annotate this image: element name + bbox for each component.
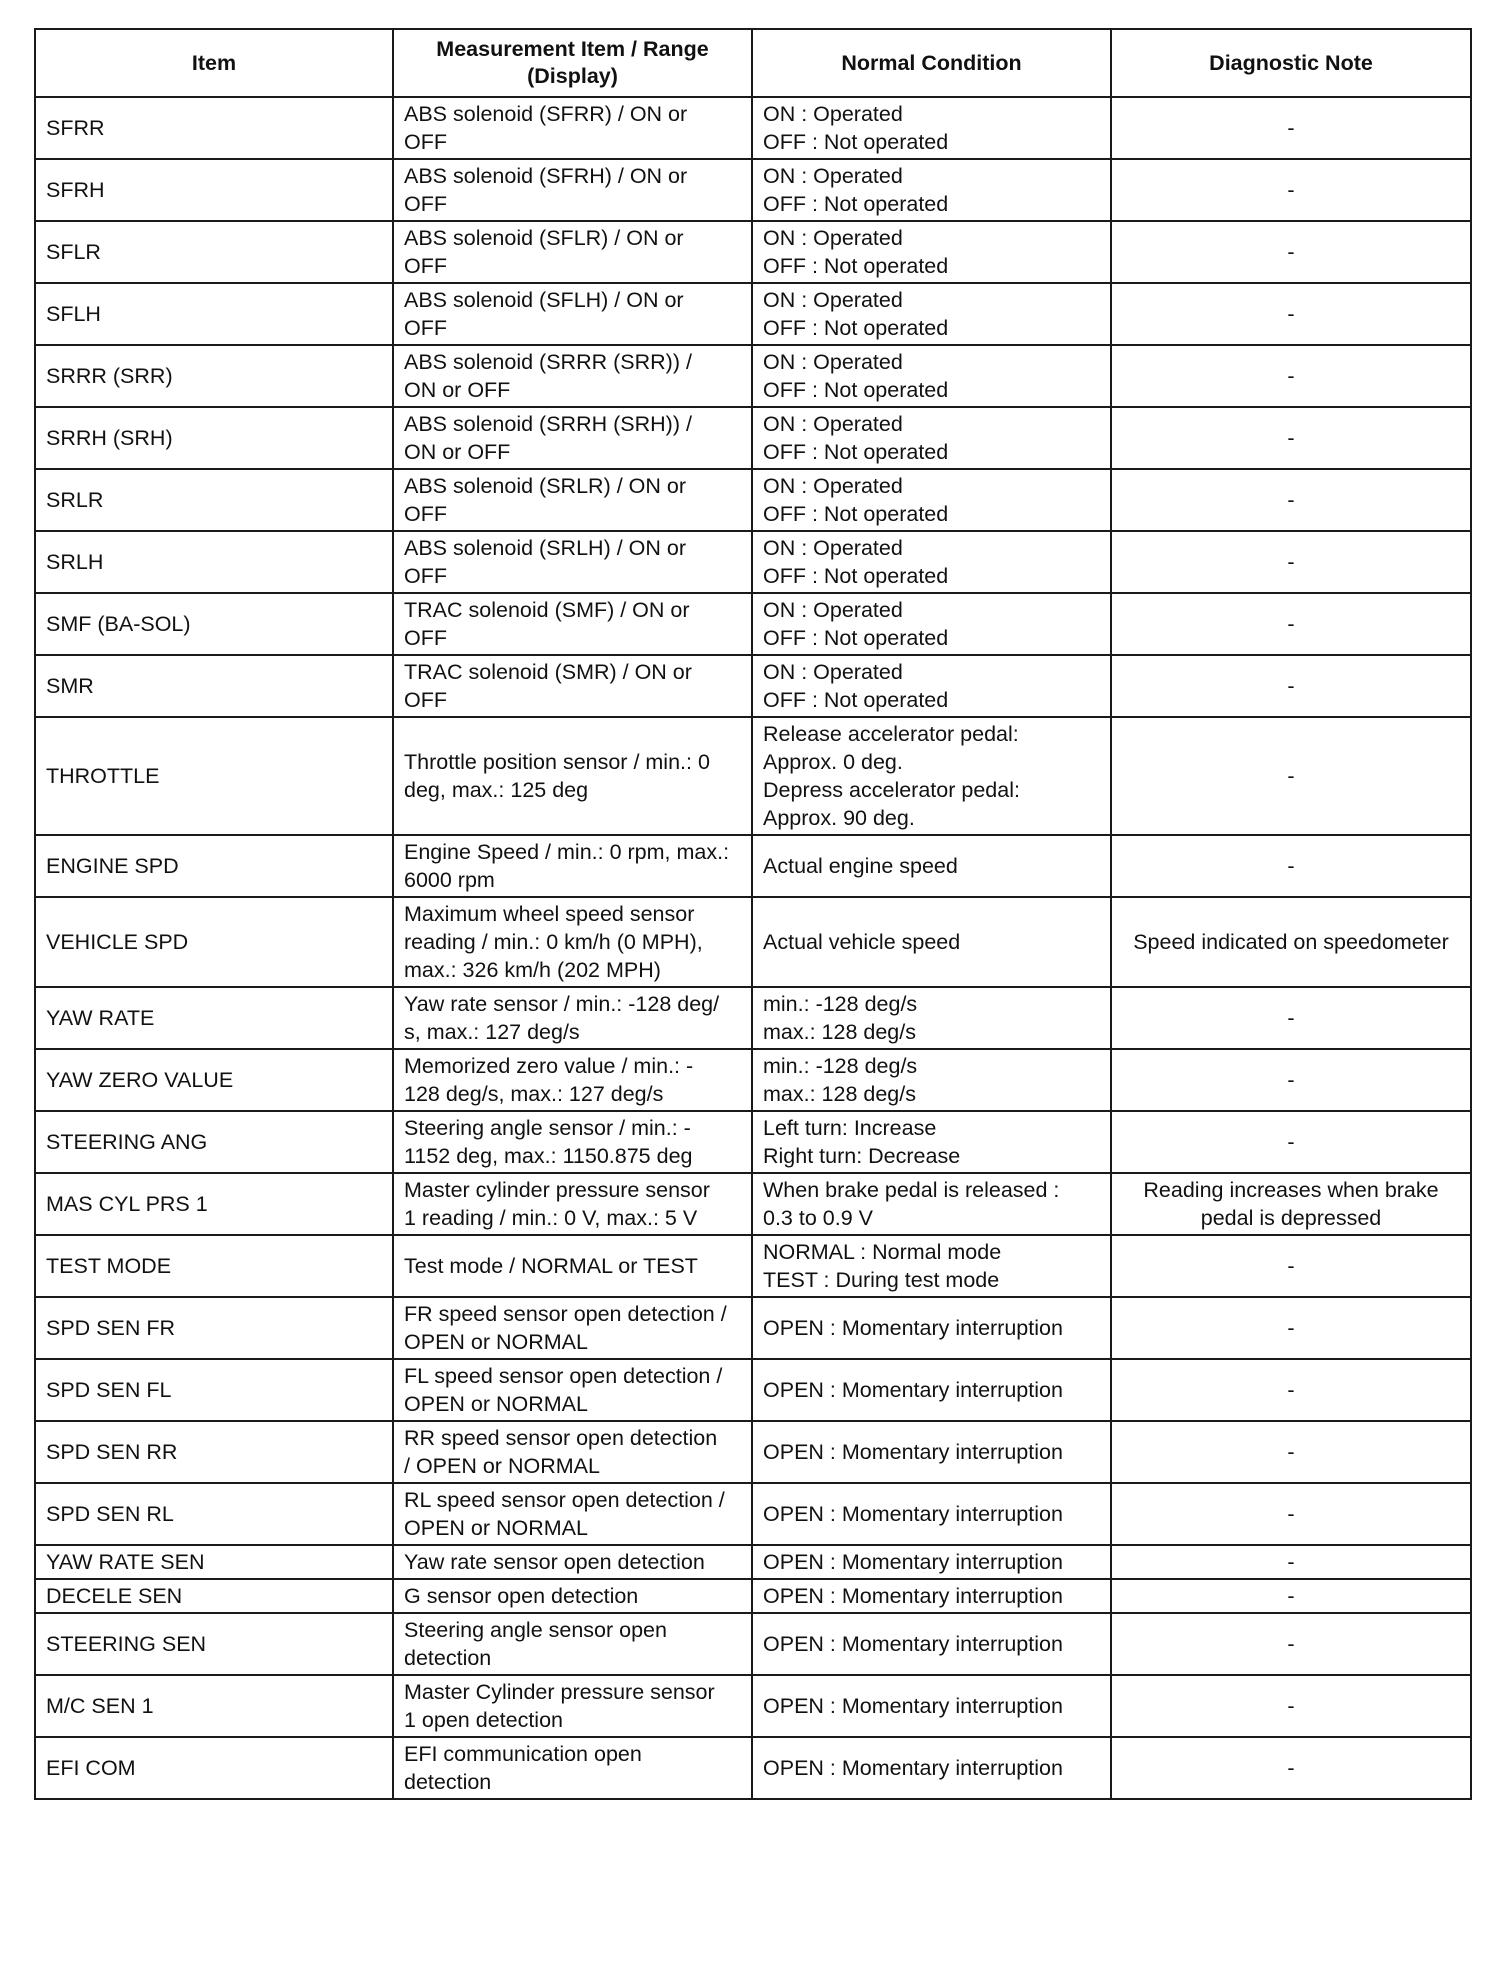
cell-normal-condition: [752, 1111, 1111, 1173]
cell-item: YAW RATE: [35, 987, 393, 1049]
cell-measurement-line: RL speed sensor open detection /: [404, 1488, 725, 1512]
cell-diagnostic-note-line: -: [1287, 764, 1295, 788]
cell-normal-condition: [752, 1579, 1111, 1613]
cell-measurement-line: FL speed sensor open detection /: [404, 1364, 723, 1388]
cell-normal-condition-line: min.: -128 deg/s: [763, 1054, 918, 1078]
cell-diagnostic-note-line: -: [1287, 1584, 1295, 1608]
cell-diagnostic-note-line: -: [1287, 1440, 1295, 1464]
cell-item: SRLR: [35, 469, 393, 531]
header-normal-condition: Normal Condition: [752, 29, 1111, 97]
table-row: [35, 835, 1471, 897]
cell-measurement-line: s, max.: 127 deg/s: [404, 1020, 580, 1044]
cell-diagnostic-note: [1111, 221, 1471, 283]
table-row: [35, 1297, 1471, 1359]
cell-measurement: [393, 1173, 752, 1235]
table-row: [35, 283, 1471, 345]
cell-item: EFI COM: [35, 1737, 393, 1799]
cell-diagnostic-note: [1111, 1613, 1471, 1675]
cell-diagnostic-note-line: -: [1287, 1316, 1295, 1340]
cell-item: SPD SEN FL: [35, 1359, 393, 1421]
cell-measurement: [393, 897, 752, 987]
cell-diagnostic-note: [1111, 283, 1471, 345]
cell-diagnostic-note-line: -: [1287, 1254, 1295, 1278]
header-diagnostic-note: Diagnostic Note: [1111, 29, 1471, 97]
cell-measurement-line: RR speed sensor open detection: [404, 1426, 718, 1450]
cell-measurement-line: Yaw rate sensor / min.: -128 deg/: [404, 992, 720, 1016]
cell-normal-condition: [752, 159, 1111, 221]
cell-measurement: [393, 655, 752, 717]
cell-diagnostic-note-line: Speed indicated on speedometer: [1133, 930, 1449, 954]
cell-normal-condition: [752, 1421, 1111, 1483]
cell-diagnostic-note-line: -: [1287, 1756, 1295, 1780]
cell-diagnostic-note: [1111, 655, 1471, 717]
cell-measurement-line: Steering angle sensor / min.: -: [404, 1116, 691, 1140]
cell-normal-condition-line: OFF : Not operated: [763, 130, 949, 154]
cell-measurement-line: ABS solenoid (SRLR) / ON or: [404, 474, 686, 498]
cell-diagnostic-note-line: -: [1287, 1068, 1295, 1092]
cell-diagnostic-note: [1111, 897, 1471, 987]
cell-diagnostic-note: [1111, 1359, 1471, 1421]
cell-normal-condition-line: max.: 128 deg/s: [763, 1082, 916, 1106]
cell-measurement-line: TRAC solenoid (SMR) / ON or: [404, 660, 692, 684]
cell-normal-condition-line: OFF : Not operated: [763, 254, 949, 278]
cell-normal-condition: [752, 1613, 1111, 1675]
cell-diagnostic-note: [1111, 717, 1471, 835]
cell-measurement-line: Steering angle sensor open: [404, 1618, 667, 1642]
cell-diagnostic-note-line: Reading increases when brake: [1143, 1178, 1439, 1202]
cell-measurement: [393, 1675, 752, 1737]
cell-item: SFLR: [35, 221, 393, 283]
cell-normal-condition: [752, 1483, 1111, 1545]
cell-normal-condition: [752, 1737, 1111, 1799]
cell-normal-condition: [752, 987, 1111, 1049]
table-row: [35, 1675, 1471, 1737]
cell-measurement-line: / OPEN or NORMAL: [404, 1454, 600, 1478]
cell-measurement-line: ABS solenoid (SFRR) / ON or: [404, 102, 688, 126]
table-row: [35, 655, 1471, 717]
table-row: [35, 593, 1471, 655]
cell-normal-condition-line: OPEN : Momentary interruption: [763, 1694, 1063, 1718]
cell-measurement: [393, 1737, 752, 1799]
cell-item: STEERING ANG: [35, 1111, 393, 1173]
cell-measurement: [393, 1545, 752, 1579]
cell-item: SMR: [35, 655, 393, 717]
table-row: [35, 987, 1471, 1049]
cell-measurement-line: Test mode / NORMAL or TEST: [404, 1254, 698, 1278]
table-row: [35, 1579, 1471, 1613]
cell-measurement-line: Yaw rate sensor open detection: [404, 1550, 705, 1574]
cell-diagnostic-note-line: -: [1287, 1550, 1295, 1574]
cell-measurement-line: OFF: [404, 192, 447, 216]
cell-normal-condition-line: OFF : Not operated: [763, 192, 949, 216]
cell-diagnostic-note-line: -: [1287, 1130, 1295, 1154]
cell-measurement-line: EFI communication open: [404, 1742, 642, 1766]
cell-normal-condition: [752, 97, 1111, 159]
cell-item: SPD SEN FR: [35, 1297, 393, 1359]
cell-item: TEST MODE: [35, 1235, 393, 1297]
cell-measurement: [393, 1483, 752, 1545]
cell-measurement-line: OFF: [404, 130, 447, 154]
data-list-table: [34, 28, 1472, 1800]
cell-measurement: [393, 1579, 752, 1613]
cell-diagnostic-note-line: -: [1287, 364, 1295, 388]
cell-measurement-line: Maximum wheel speed sensor: [404, 902, 695, 926]
cell-normal-condition-line: NORMAL : Normal mode: [763, 1240, 1002, 1264]
cell-item: THROTTLE: [35, 717, 393, 835]
cell-measurement: [393, 407, 752, 469]
cell-measurement-line: ABS solenoid (SRRH (SRH)) /: [404, 412, 692, 436]
cell-normal-condition-line: Left turn: Increase: [763, 1116, 937, 1140]
cell-measurement-line: 1 reading / min.: 0 V, max.: 5 V: [404, 1206, 698, 1230]
cell-diagnostic-note: [1111, 1235, 1471, 1297]
cell-item: SRLH: [35, 531, 393, 593]
cell-normal-condition-line: min.: -128 deg/s: [763, 992, 918, 1016]
cell-normal-condition: [752, 1049, 1111, 1111]
cell-measurement-line: TRAC solenoid (SMF) / ON or: [404, 598, 690, 622]
cell-measurement-line: ABS solenoid (SFRH) / ON or: [404, 164, 688, 188]
cell-diagnostic-note-line: -: [1287, 854, 1295, 878]
cell-normal-condition-line: Depress accelerator pedal:: [763, 778, 1020, 802]
cell-measurement: [393, 1235, 752, 1297]
cell-measurement-line: OFF: [404, 254, 447, 278]
cell-normal-condition-line: Actual engine speed: [763, 854, 958, 878]
cell-diagnostic-note: [1111, 159, 1471, 221]
cell-diagnostic-note-line: -: [1287, 488, 1295, 512]
cell-normal-condition-line: OFF : Not operated: [763, 316, 949, 340]
cell-measurement-line: reading / min.: 0 km/h (0 MPH),: [404, 930, 703, 954]
table-row: [35, 1545, 1471, 1579]
cell-item: SPD SEN RL: [35, 1483, 393, 1545]
cell-normal-condition-line: Approx. 0 deg.: [763, 750, 903, 774]
cell-normal-condition-line: TEST : During test mode: [763, 1268, 1000, 1292]
table-row: [35, 1173, 1471, 1235]
cell-item: YAW ZERO VALUE: [35, 1049, 393, 1111]
cell-measurement: [393, 159, 752, 221]
cell-measurement: [393, 531, 752, 593]
cell-normal-condition-line: Release accelerator pedal:: [763, 722, 1019, 746]
cell-normal-condition: [752, 1359, 1111, 1421]
cell-normal-condition: [752, 835, 1111, 897]
cell-diagnostic-note: [1111, 593, 1471, 655]
cell-measurement-line: deg, max.: 125 deg: [404, 778, 589, 802]
cell-measurement-line: OFF: [404, 502, 447, 526]
cell-diagnostic-note-line: -: [1287, 1006, 1295, 1030]
cell-item: YAW RATE SEN: [35, 1545, 393, 1579]
cell-normal-condition: [752, 717, 1111, 835]
table-row: [35, 531, 1471, 593]
cell-normal-condition-line: ON : Operated: [763, 102, 903, 126]
cell-diagnostic-note: [1111, 1049, 1471, 1111]
table-body: [35, 97, 1471, 1799]
cell-normal-condition-line: When brake pedal is released :: [763, 1178, 1060, 1202]
cell-measurement-line: OFF: [404, 626, 447, 650]
cell-measurement-line: OFF: [404, 316, 447, 340]
cell-normal-condition-line: OFF : Not operated: [763, 688, 949, 712]
cell-normal-condition-line: OFF : Not operated: [763, 502, 949, 526]
cell-normal-condition-line: OPEN : Momentary interruption: [763, 1316, 1063, 1340]
cell-item: SRRR (SRR): [35, 345, 393, 407]
cell-diagnostic-note: [1111, 987, 1471, 1049]
cell-measurement: [393, 283, 752, 345]
cell-measurement-line: FR speed sensor open detection /: [404, 1302, 727, 1326]
cell-normal-condition-line: ON : Operated: [763, 226, 903, 250]
cell-normal-condition-line: OPEN : Momentary interruption: [763, 1378, 1063, 1402]
cell-normal-condition-line: Actual vehicle speed: [763, 930, 961, 954]
table-row: [35, 1111, 1471, 1173]
cell-measurement-line: OFF: [404, 688, 447, 712]
cell-item: SRRH (SRH): [35, 407, 393, 469]
cell-measurement-line: 128 deg/s, max.: 127 deg/s: [404, 1082, 664, 1106]
table-row: [35, 97, 1471, 159]
cell-normal-condition-line: Right turn: Decrease: [763, 1144, 961, 1168]
cell-diagnostic-note: [1111, 835, 1471, 897]
cell-diagnostic-note-line: -: [1287, 1378, 1295, 1402]
cell-normal-condition: [752, 283, 1111, 345]
cell-diagnostic-note-line: -: [1287, 178, 1295, 202]
cell-measurement-line: max.: 326 km/h (202 MPH): [404, 958, 661, 982]
cell-diagnostic-note: [1111, 407, 1471, 469]
cell-diagnostic-note-line: -: [1287, 426, 1295, 450]
cell-measurement: [393, 345, 752, 407]
header-row: [35, 29, 1471, 97]
table-row: [35, 897, 1471, 987]
cell-measurement-line: OPEN or NORMAL: [404, 1392, 588, 1416]
cell-measurement-line: 1 open detection: [404, 1708, 563, 1732]
cell-diagnostic-note: [1111, 1421, 1471, 1483]
header-measurement-line2: (Display): [527, 64, 618, 88]
cell-normal-condition-line: OFF : Not operated: [763, 564, 949, 588]
cell-measurement-line: detection: [404, 1770, 492, 1794]
cell-measurement-line: 6000 rpm: [404, 868, 495, 892]
cell-normal-condition-line: OPEN : Momentary interruption: [763, 1632, 1063, 1656]
table-row: [35, 1421, 1471, 1483]
cell-measurement: [393, 1111, 752, 1173]
cell-diagnostic-note: [1111, 1545, 1471, 1579]
table-row: [35, 1613, 1471, 1675]
cell-normal-condition-line: OPEN : Momentary interruption: [763, 1502, 1063, 1526]
cell-measurement: [393, 1049, 752, 1111]
cell-normal-condition-line: ON : Operated: [763, 474, 903, 498]
table-row: [35, 1483, 1471, 1545]
cell-item: DECELE SEN: [35, 1579, 393, 1613]
cell-normal-condition: [752, 407, 1111, 469]
table-row: [35, 1737, 1471, 1799]
cell-measurement: [393, 221, 752, 283]
cell-measurement-line: detection: [404, 1646, 492, 1670]
table-row: [35, 469, 1471, 531]
cell-measurement-line: ON or OFF: [404, 440, 511, 464]
cell-measurement: [393, 1359, 752, 1421]
cell-diagnostic-note-line: -: [1287, 116, 1295, 140]
cell-diagnostic-note-line: -: [1287, 1632, 1295, 1656]
cell-item: SFRH: [35, 159, 393, 221]
cell-normal-condition-line: OFF : Not operated: [763, 440, 949, 464]
cell-measurement-line: ABS solenoid (SRLH) / ON or: [404, 536, 686, 560]
cell-measurement: [393, 469, 752, 531]
cell-diagnostic-note-line: -: [1287, 612, 1295, 636]
cell-measurement-line: Throttle position sensor / min.: 0: [404, 750, 710, 774]
cell-normal-condition: [752, 1675, 1111, 1737]
table-row: [35, 345, 1471, 407]
cell-normal-condition-line: OPEN : Momentary interruption: [763, 1550, 1063, 1574]
cell-measurement: [393, 717, 752, 835]
table-row: [35, 159, 1471, 221]
cell-item: SFLH: [35, 283, 393, 345]
cell-measurement-line: OPEN or NORMAL: [404, 1330, 588, 1354]
cell-normal-condition-line: ON : Operated: [763, 412, 903, 436]
table-row: [35, 1359, 1471, 1421]
cell-normal-condition: [752, 531, 1111, 593]
cell-item: ENGINE SPD: [35, 835, 393, 897]
cell-diagnostic-note: [1111, 1173, 1471, 1235]
table-row: [35, 1235, 1471, 1297]
cell-diagnostic-note-line: -: [1287, 302, 1295, 326]
cell-normal-condition: [752, 1297, 1111, 1359]
cell-diagnostic-note: [1111, 1737, 1471, 1799]
cell-item: SPD SEN RR: [35, 1421, 393, 1483]
cell-diagnostic-note: [1111, 1483, 1471, 1545]
cell-normal-condition: [752, 345, 1111, 407]
cell-diagnostic-note: [1111, 531, 1471, 593]
cell-normal-condition: [752, 897, 1111, 987]
cell-normal-condition-line: ON : Operated: [763, 350, 903, 374]
cell-normal-condition-line: ON : Operated: [763, 536, 903, 560]
cell-normal-condition-line: ON : Operated: [763, 288, 903, 312]
cell-normal-condition-line: ON : Operated: [763, 598, 903, 622]
cell-normal-condition-line: max.: 128 deg/s: [763, 1020, 916, 1044]
cell-measurement-line: OFF: [404, 564, 447, 588]
table-row: [35, 717, 1471, 835]
cell-measurement-line: Master cylinder pressure sensor: [404, 1178, 710, 1202]
cell-normal-condition-line: OFF : Not operated: [763, 378, 949, 402]
cell-normal-condition: [752, 655, 1111, 717]
cell-normal-condition: [752, 469, 1111, 531]
cell-normal-condition-line: 0.3 to 0.9 V: [763, 1206, 873, 1230]
cell-item: VEHICLE SPD: [35, 897, 393, 987]
cell-normal-condition: [752, 1235, 1111, 1297]
cell-normal-condition-line: OPEN : Momentary interruption: [763, 1584, 1063, 1608]
cell-measurement: [393, 987, 752, 1049]
cell-item: SFRR: [35, 97, 393, 159]
cell-diagnostic-note-line: -: [1287, 550, 1295, 574]
cell-measurement-line: ON or OFF: [404, 378, 511, 402]
table-row: [35, 1049, 1471, 1111]
cell-measurement-line: OPEN or NORMAL: [404, 1516, 588, 1540]
cell-measurement-line: ABS solenoid (SFLH) / ON or: [404, 288, 684, 312]
cell-normal-condition-line: OFF : Not operated: [763, 626, 949, 650]
cell-measurement-line: Engine Speed / min.: 0 rpm, max.:: [404, 840, 730, 864]
cell-measurement-line: Memorized zero value / min.: -: [404, 1054, 694, 1078]
cell-diagnostic-note-line: -: [1287, 1502, 1295, 1526]
cell-diagnostic-note-line: pedal is depressed: [1200, 1206, 1382, 1230]
header-measurement-line1: Measurement Item / Range: [436, 37, 709, 61]
cell-measurement-line: Master Cylinder pressure sensor: [404, 1680, 715, 1704]
cell-measurement-line: ABS solenoid (SRRR (SRR)) /: [404, 350, 692, 374]
header-measurement: [393, 29, 752, 97]
cell-measurement-line: 1152 deg, max.: 1150.875 deg: [404, 1144, 693, 1168]
cell-diagnostic-note-line: -: [1287, 674, 1295, 698]
cell-normal-condition-line: OPEN : Momentary interruption: [763, 1440, 1063, 1464]
cell-diagnostic-note: [1111, 1675, 1471, 1737]
cell-normal-condition-line: OPEN : Momentary interruption: [763, 1756, 1063, 1780]
cell-measurement-line: ABS solenoid (SFLR) / ON or: [404, 226, 684, 250]
cell-item: STEERING SEN: [35, 1613, 393, 1675]
cell-normal-condition: [752, 221, 1111, 283]
cell-measurement: [393, 1421, 752, 1483]
header-item: Item: [35, 29, 393, 97]
cell-normal-condition: [752, 593, 1111, 655]
cell-diagnostic-note: [1111, 97, 1471, 159]
cell-item: SMF (BA-SOL): [35, 593, 393, 655]
cell-normal-condition-line: Approx. 90 deg.: [763, 806, 915, 830]
cell-diagnostic-note: [1111, 469, 1471, 531]
cell-normal-condition: [752, 1173, 1111, 1235]
cell-diagnostic-note-line: -: [1287, 240, 1295, 264]
table-row: [35, 221, 1471, 283]
cell-normal-condition-line: ON : Operated: [763, 164, 903, 188]
cell-item: M/C SEN 1: [35, 1675, 393, 1737]
cell-diagnostic-note: [1111, 1579, 1471, 1613]
cell-measurement: [393, 97, 752, 159]
table-row: [35, 407, 1471, 469]
cell-normal-condition-line: ON : Operated: [763, 660, 903, 684]
cell-measurement-line: G sensor open detection: [404, 1584, 639, 1608]
cell-measurement: [393, 593, 752, 655]
cell-diagnostic-note: [1111, 1111, 1471, 1173]
cell-diagnostic-note: [1111, 345, 1471, 407]
cell-diagnostic-note: [1111, 1297, 1471, 1359]
cell-measurement: [393, 835, 752, 897]
cell-measurement: [393, 1613, 752, 1675]
cell-diagnostic-note-line: -: [1287, 1694, 1295, 1718]
cell-normal-condition: [752, 1545, 1111, 1579]
cell-measurement: [393, 1297, 752, 1359]
cell-item: MAS CYL PRS 1: [35, 1173, 393, 1235]
